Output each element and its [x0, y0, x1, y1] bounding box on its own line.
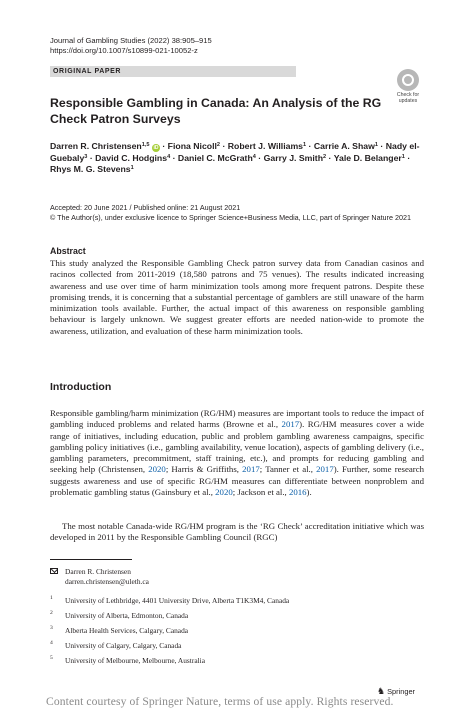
- author-affiliation-ref: 1: [401, 153, 405, 160]
- affiliation-text: Alberta Health Services, Calgary, Canada: [65, 626, 189, 635]
- correspondence-block: [50, 567, 350, 589]
- affiliation-number: 5: [50, 655, 53, 661]
- introduction-paragraph-2: The most notable Canada-wide RG/HM program is the ‘RG Check’ accreditation initiative which was developed in 2011 by the Responsible Gambling Council (RGC): [50, 521, 424, 543]
- author-name: David C. Hodgins: [95, 152, 168, 163]
- abstract-heading: Abstract: [50, 246, 86, 256]
- springer-horse-icon: ♞: [377, 686, 386, 696]
- affiliation-text: University of Melbourne, Melbourne, Australia: [65, 656, 205, 665]
- publisher-name: Springer: [387, 687, 416, 696]
- author-affiliation-ref: 1,5: [141, 142, 150, 148]
- courtesy-notice: Content courtesy of Springer Nature, terms of use apply. Rights reserved.: [46, 695, 394, 708]
- introduction-heading: Introduction: [50, 381, 112, 393]
- citation-link[interactable]: 2017: [281, 419, 300, 430]
- author-name: Nady el-Guebaly: [50, 141, 420, 163]
- orcid-icon[interactable]: iD: [153, 145, 159, 151]
- body-text: ; Harris & Griffiths,: [165, 464, 243, 475]
- body-text: ). Further, some research suggests awareness and use of specific RG/HM measures can differentiate between nonproblem and problematic gambling status (Gainsbury et al.,: [50, 464, 424, 497]
- citation-link[interactable]: 2020: [148, 464, 166, 475]
- envelope-icon: [50, 568, 58, 574]
- author-name: Darren R. Christensen: [50, 141, 142, 151]
- affiliation-item: [50, 641, 430, 651]
- body-text: ). RG/HM measures cover a wide range of initiatives, including education, public and problem gambling awareness campaigns, specific gambling policy initiatives (i.e., gambling availability, venue location), aspects of gambling delivery (i.e., gambling parameters, precommitment, staff training, etc.), and prompts for reducing gambling and seeking help (Christensen,: [50, 419, 424, 475]
- author-affiliation-ref: 3: [84, 153, 88, 160]
- affiliation-item: [50, 611, 430, 621]
- abstract-text: This study analyzed the Responsible Gambling Check patron survey data from Canadian casinos and racinos collected from 2011-2019 (18,580 patrons and 75 venues). The results indicated increasing awareness and use over time of harm minimization tools among more frequent patrons. Despite these promising trends, it is concerning that a substantial percentage of gamblers are still unaware of the harm minimization tools available. Further, the actual impact of this awareness on responsible gambling behaviour is largely unknown. We suggest greater efforts are needed nation-wide to promote the awareness, utilization, and evaluation of these harm minimization tools.: [50, 258, 424, 336]
- affiliation-item: [50, 596, 430, 606]
- introduction-paragraph-1: [50, 408, 424, 498]
- author-affiliation-ref: 1: [374, 142, 378, 148]
- journal-doi[interactable]: https://doi.org/10.1007/s10899-021-10052-z: [50, 45, 198, 55]
- affiliation-text: University of Lethbridge, 4401 University Drive, Alberta T1K3M4, Canada: [65, 596, 290, 605]
- citation-link[interactable]: 2017: [316, 464, 334, 475]
- check-updates-line2: updates: [398, 98, 418, 104]
- accepted-published-dates: Accepted: 20 June 2021 / Published online: 21 August 2021: [50, 203, 241, 212]
- article-title: Responsible Gambling in Canada: An Analysis of the RG Check Patron Surveys: [50, 96, 382, 126]
- body-text: ; Jackson et al.,: [232, 486, 289, 497]
- author-name: Yale D. Belanger: [333, 152, 402, 163]
- check-updates-line1: Check for: [396, 92, 420, 98]
- citation-link[interactable]: 2020: [215, 486, 233, 497]
- citation-link[interactable]: 2017: [242, 464, 260, 475]
- author-affiliation-ref: 4: [252, 153, 256, 160]
- author-affiliation-ref: 2: [323, 153, 327, 160]
- body-text: ; Tanner et al.,: [259, 464, 317, 475]
- author-name: Daniel C. McGrath: [177, 152, 253, 163]
- author-affiliation-ref: 2: [216, 142, 221, 148]
- author-name: Garry J. Smith: [263, 152, 323, 163]
- affiliation-number: 4: [50, 640, 53, 646]
- author-affiliation-ref: 1: [303, 142, 307, 148]
- citation-link[interactable]: 2016: [288, 486, 307, 497]
- affiliation-text: University of Alberta, Edmonton, Canada: [65, 611, 189, 620]
- affiliation-number: 3: [50, 625, 53, 631]
- affiliation-text: University of Calgary, Calgary, Canada: [65, 641, 182, 650]
- affiliation-item: [50, 626, 430, 636]
- correspondence-email[interactable]: darren.christensen@uleth.ca: [65, 576, 149, 586]
- journal-header: [50, 36, 212, 55]
- author-name: Carrie A. Shaw: [313, 141, 375, 151]
- affiliation-number: 2: [50, 610, 53, 616]
- article-type-label: ORIGINAL PAPER: [53, 68, 122, 75]
- affiliation-number: 1: [50, 595, 53, 601]
- author-affiliation-ref: 1: [130, 165, 134, 172]
- author-name: Robert J. Williams: [227, 141, 303, 151]
- footnote-divider: [50, 559, 132, 560]
- affiliation-item: [50, 656, 430, 666]
- author-name: Rhys M. G. Stevens: [50, 164, 131, 175]
- author-list: Darren R. Christensen$^{1,5}$ iD · Fiona Nicoll$^2$ · Robert J. Williams$^1$ · Carrie A. Shaw$^1$ · Nady el-Guebaly$^3$ · David C. Hodgins$^4$ · Daniel C. McGrath$^4$ · Garry J. Smith$^2$ · Yale D. Belanger$^1$ · Rhys M. G. Stevens$^1$: [50, 141, 420, 175]
- article-dates: [50, 203, 430, 223]
- author-name: Fiona Nicoll: [167, 141, 217, 151]
- body-text: ).: [306, 486, 312, 497]
- check-for-updates-icon: [397, 69, 419, 91]
- copyright-line: © The Author(s), under exclusive licence to Springer Science+Business Media, LLC, part of Springer Nature 2021: [50, 213, 411, 222]
- author-affiliation-ref: 4: [167, 153, 171, 160]
- body-text: Responsible gambling/harm minimization (RG/HM) measures are important tools to reduce the impact of gambling induced problems and related harms (Browne et al.,: [50, 408, 424, 430]
- journal-citation: Journal of Gambling Studies (2022) 38:905–915: [50, 36, 212, 45]
- correspondence-name: Darren R. Christensen: [65, 567, 131, 576]
